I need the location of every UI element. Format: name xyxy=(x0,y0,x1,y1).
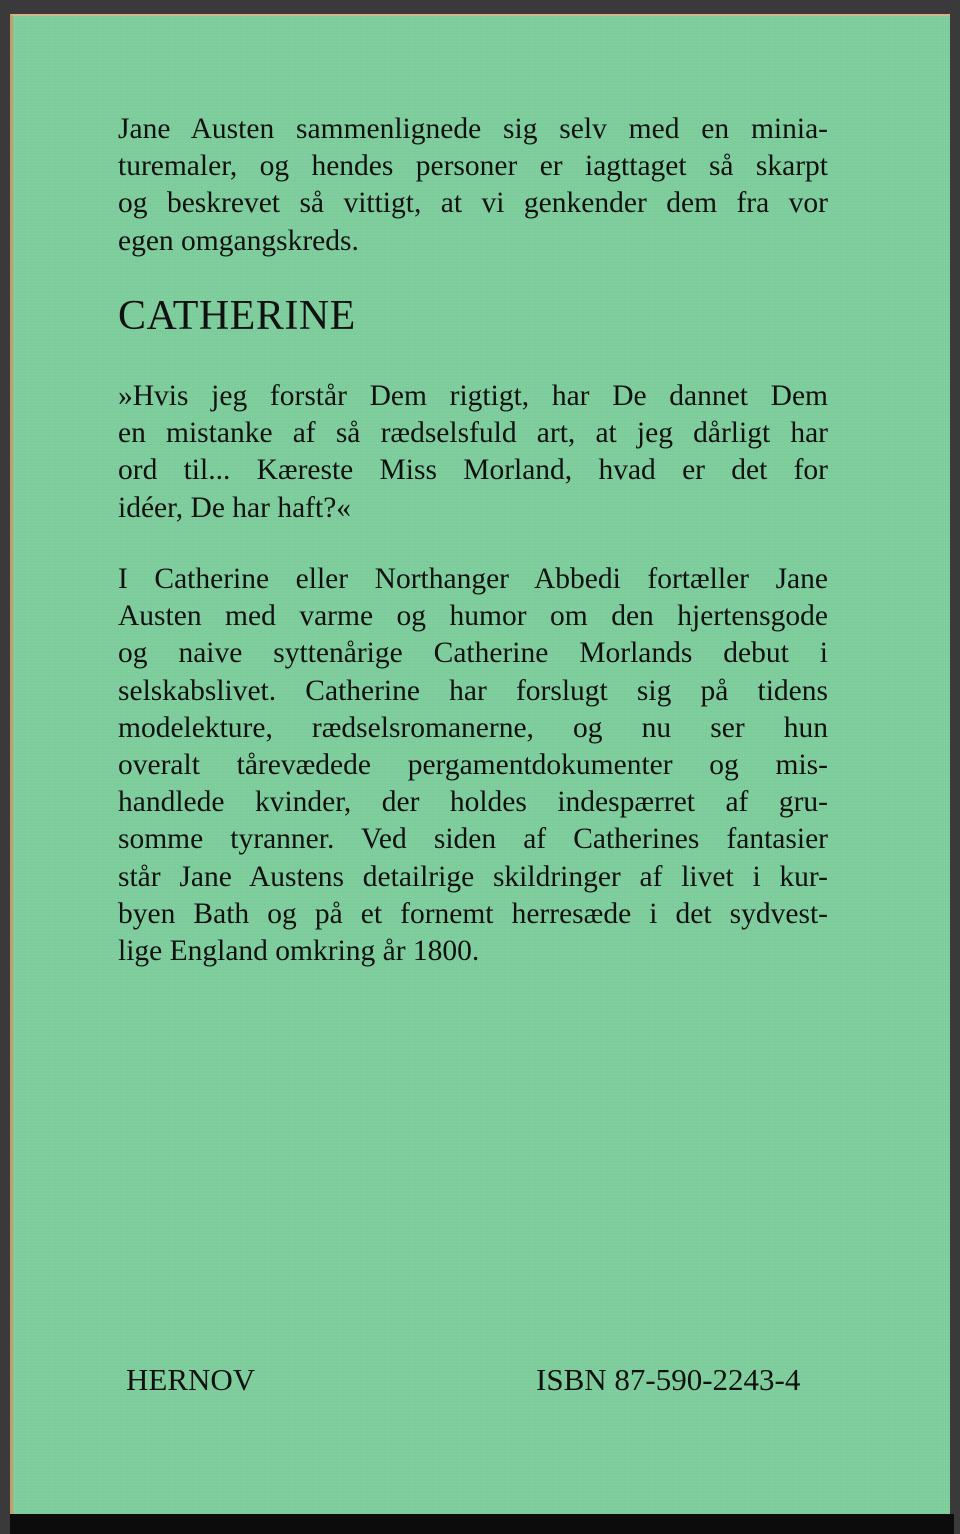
text-line: ord til... Kæreste Miss Morland, hvad er det for xyxy=(118,454,828,487)
quote-paragraph xyxy=(118,378,828,527)
text-line: »Hvis jeg forstår Dem rigtigt, har De dannet Dem xyxy=(118,380,828,412)
cover-shadow xyxy=(10,1514,954,1534)
text-line: Austen med varme og humor om den hjertensgode xyxy=(118,600,828,633)
text-line: lige England omkring år 1800. xyxy=(118,934,480,967)
text-line: egen omgangskreds. xyxy=(118,224,359,257)
text-line: en mistanke af så rædselsfuld art, at jeg dårligt har xyxy=(118,417,828,450)
text-line: turemaler, og hendes personer er iagttaget så skarpt xyxy=(118,150,828,183)
text-line: byen Bath og på et fornemt herresæde i det sydvest- xyxy=(118,897,828,930)
text-line: og naive syttenårige Catherine Morlands debut i xyxy=(118,637,828,670)
text-line: Jane Austen sammenlignede sig selv med en minia- xyxy=(118,113,828,145)
text-line: somme tyranner. Ved siden af Catherines fantasier xyxy=(118,823,828,856)
description-paragraph xyxy=(118,561,828,970)
text-line: overalt tårevædede pergamentdokumenter og mis- xyxy=(118,748,828,781)
intro-paragraph xyxy=(118,111,828,260)
text-line: selskabslivet. Catherine har forslugt sig på tidens xyxy=(118,674,828,707)
publisher-name: HERNOV xyxy=(126,1362,256,1397)
text-line: står Jane Austens detailrige skildringer af livet i kur- xyxy=(118,860,828,893)
text-line: modelekture, rædselsromanerne, og nu ser hun xyxy=(118,711,828,744)
book-title: CATHERINE xyxy=(118,293,356,339)
isbn: ISBN 87-590-2243-4 xyxy=(536,1362,801,1397)
text-line: I Catherine eller Northanger Abbedi fortæller Jane xyxy=(118,563,828,595)
text-line: handlede kvinder, der holdes indespærret af gru- xyxy=(118,786,828,819)
text-line: idéer, De har haft?« xyxy=(118,491,352,524)
text-line: og beskrevet så vittigt, at vi genkender dem fra vor xyxy=(118,187,828,220)
